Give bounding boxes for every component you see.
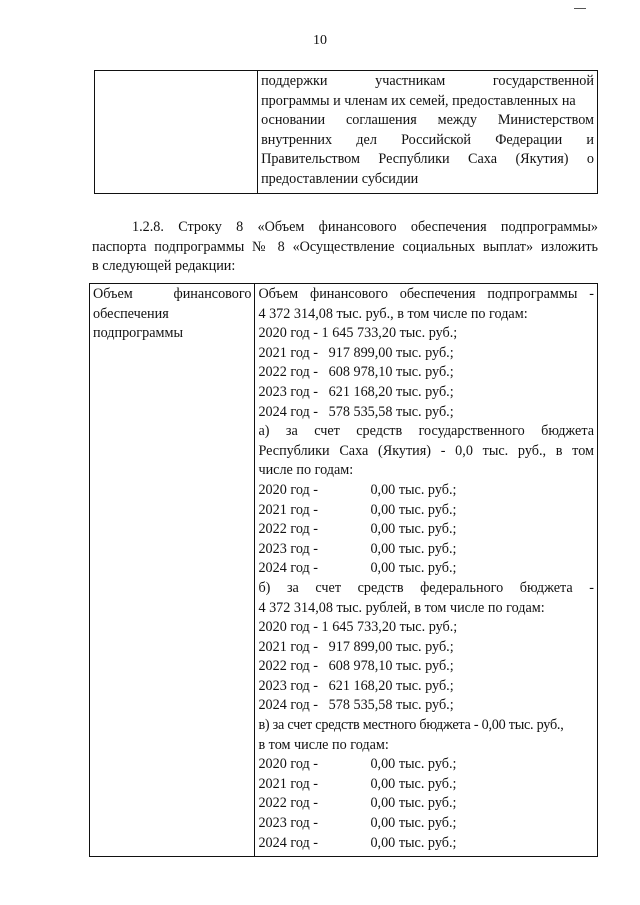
section-a-year-row [258, 520, 594, 540]
section-c-line: в) за счет средств местного бюджета - 0,00 тыс. руб., [258, 717, 564, 734]
section-b-year-row [258, 638, 594, 658]
year-value: 578 535,58 тыс. руб.; [328, 697, 454, 714]
section-a-line: числе по годам: [258, 462, 354, 479]
year-label: 2023 год - [258, 677, 329, 694]
year-value: 0,00 тыс. руб.; [370, 560, 457, 577]
year-value: 621 168,20 тыс. руб.; [328, 383, 454, 400]
corner-mark [574, 8, 586, 9]
year-value: 0,00 тыс. руб.; [370, 521, 457, 538]
year-label: 2021 год - [258, 638, 329, 655]
paragraph-line: в следующей редакции: [92, 258, 236, 275]
total-year-row [258, 383, 594, 403]
year-value: 0,00 тыс. руб.; [370, 834, 457, 851]
section-a-year-row [258, 559, 594, 579]
section-b-year-row [258, 677, 594, 697]
section-b-year-row [258, 657, 594, 677]
year-value: 608 978,10 тыс. руб.; [328, 658, 454, 675]
year-label: 2022 год - [258, 364, 329, 381]
year-value: 1 645 733,20 тыс. руб.; [321, 325, 458, 342]
section-a-year-row [258, 540, 594, 560]
year-value: 0,00 тыс. руб.; [370, 481, 457, 498]
year-label: 2024 год - [258, 403, 329, 420]
total-year-row [258, 344, 594, 364]
year-label: 2024 год - [258, 697, 329, 714]
amendment-paragraph [92, 218, 598, 277]
table-row [95, 71, 598, 194]
text-line: программы и членам их семей, предоставленных на [261, 92, 576, 109]
section-a-line: а) за счет средств государственного бюджета [258, 423, 594, 440]
paragraph-line: паспорта подпрограммы № 8 «Осуществление социальных выплат» изложить [92, 238, 598, 255]
section-a-year-row [258, 501, 594, 521]
section-a-line: Республики Саха (Якутия) - 0,0 тыс. руб., в том [258, 442, 594, 459]
year-value: 0,00 тыс. руб.; [370, 501, 457, 518]
year-value: 0,00 тыс. руб.; [370, 540, 457, 557]
year-label: 2021 год - [258, 344, 329, 361]
table-cell-text [258, 71, 598, 194]
text-line: внутренних дел Российской Федерации и [261, 131, 594, 148]
section-c-line: в том числе по годам: [258, 736, 389, 753]
row-label-line: обеспечения [93, 305, 169, 322]
year-label: 2023 год - [258, 815, 318, 832]
total-line: Объем финансового обеспечения подпрограммы - [258, 286, 594, 302]
text-line: основании соглашения между Министерством [261, 112, 594, 129]
funding-details-cell [255, 284, 598, 857]
year-label: 2022 год - [258, 521, 318, 538]
year-value: 0,00 тыс. руб.; [370, 815, 457, 832]
funding-table [89, 283, 598, 857]
table-cell-empty [95, 71, 258, 194]
year-label: 2024 год - [258, 560, 318, 577]
total-year-row [258, 403, 594, 423]
section-c-year-row [258, 755, 594, 775]
year-value: 917 899,00 тыс. руб.; [328, 638, 454, 655]
section-b-line: б) за счет средств федерального бюджета - [258, 579, 594, 596]
year-label: 2022 год - [258, 658, 329, 675]
year-label: 2020 год - [258, 481, 318, 498]
year-value: 917 899,00 тыс. руб.; [328, 344, 454, 361]
year-value: 621 168,20 тыс. руб.; [328, 677, 454, 694]
row-label-cell [90, 284, 255, 857]
section-b-year-row [258, 696, 594, 716]
year-value: 578 535,58 тыс. руб.; [328, 403, 454, 420]
total-line: 4 372 314,08 тыс. руб., в том числе по годам: [258, 305, 528, 322]
section-c-year-row [258, 834, 594, 854]
year-label: 2023 год - [258, 540, 318, 557]
year-label: 2020 год - [258, 756, 318, 773]
paragraph-line: 1.2.8. Строку 8 «Объем финансового обеспечения подпрограммы» [132, 219, 598, 235]
total-year-row [258, 363, 594, 383]
year-label: 2023 год - [258, 383, 329, 400]
table-row [90, 284, 598, 857]
text-line: поддержки участникам государственной [261, 73, 594, 89]
text-line: предоставлении субсидии [261, 170, 419, 187]
total-year-row [258, 324, 594, 344]
section-b-year-row [258, 618, 594, 638]
section-b-line: 4 372 314,08 тыс. рублей, в том числе по годам: [258, 599, 545, 616]
year-label: 2020 год - [258, 619, 322, 636]
row-label-line: подпрограммы [93, 325, 183, 342]
row-label-line: Объем финансового [93, 286, 252, 302]
year-label: 2024 год - [258, 834, 318, 851]
year-label: 2020 год - [258, 325, 322, 342]
section-c-year-row [258, 794, 594, 814]
year-value: 0,00 тыс. руб.; [370, 795, 457, 812]
year-label: 2021 год - [258, 501, 318, 518]
year-value: 0,00 тыс. руб.; [370, 775, 457, 792]
year-value: 0,00 тыс. руб.; [370, 756, 457, 773]
continued-table [94, 70, 598, 194]
year-label: 2021 год - [258, 775, 318, 792]
text-line: Правительством Республики Саха (Якутия) о [261, 151, 594, 168]
year-value: 608 978,10 тыс. руб.; [328, 364, 454, 381]
section-c-year-row [258, 775, 594, 795]
section-c-year-row [258, 814, 594, 834]
year-value: 1 645 733,20 тыс. руб.; [321, 619, 458, 636]
section-a-year-row [258, 481, 594, 501]
page-number: 10 [313, 33, 327, 48]
year-label: 2022 год - [258, 795, 318, 812]
